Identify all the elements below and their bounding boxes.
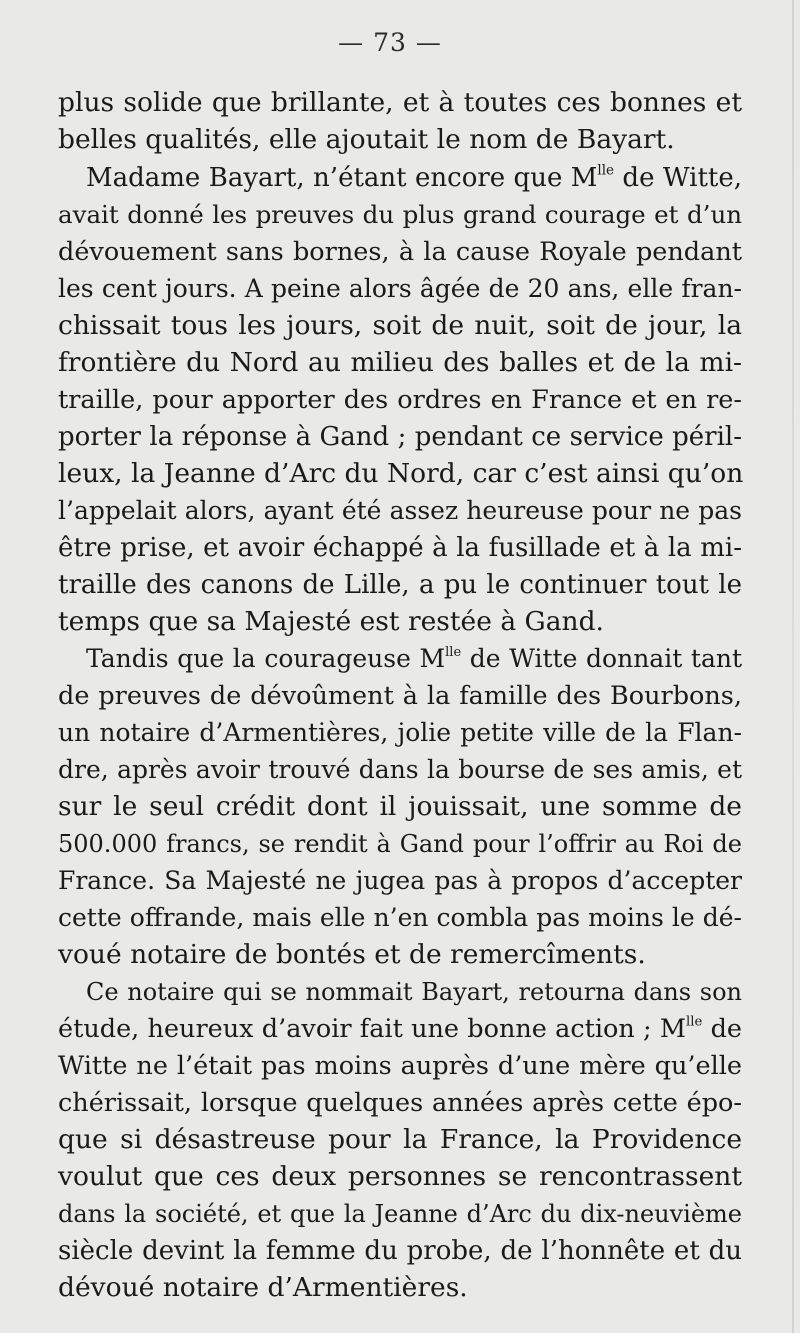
text-line: traille des canons de Lille, a pu le continuer tout le [58, 570, 742, 600]
text-line: étude, heureux d’avoir fait une bonne action ; $M^{lle}$ de [58, 1014, 742, 1044]
text-line: les cent jours. A peine alors âgée de 20 ans, elle fran- [58, 274, 742, 303]
text-line: l’appelait alors, ayant été assez heureuse pour ne pas [58, 496, 742, 525]
text-line: avait donné les preuves du plus grand courage et d’un [58, 200, 742, 229]
superscript: lle [445, 644, 462, 660]
text-line: cette offrande, mais elle n’en combla pas moins le dé- [58, 903, 742, 932]
text-line: Ce notaire qui se nommait Bayart, retourna dans son [86, 978, 742, 1006]
text-line: voué notaire de bontés et de remercîments. [58, 939, 646, 970]
text-line: dans la société, et que la Jeanne d’Arc du dix-neuvième [58, 1200, 742, 1228]
superscript: lle [597, 162, 615, 179]
text-line: un notaire d’Armentières, jolie petite ville de la Flan- [58, 718, 742, 747]
text-line: siècle devint la femme du probe, de l’honnête et du [58, 1236, 742, 1266]
text-line: que si désastreuse pour la France, la Providence [58, 1124, 742, 1155]
text-line: plus solide que brillante, et à toutes ces bonnes et [58, 87, 742, 118]
text-line: 500.000 francs, se rendit à Gand pour l’offrir au Roi de [58, 830, 742, 858]
text-line: belles qualités, elle ajoutait le nom de Bayart. [58, 124, 675, 155]
text-line: Witte ne l’était pas moins auprès d’une mère qu’elle [58, 1051, 742, 1081]
text-line: porter la réponse à Gand ; pendant ce service péril- [58, 422, 742, 452]
text-line: frontière du Nord au milieu des balles et de la mi- [58, 347, 742, 378]
text-line: dévoué notaire d’Armentières. [58, 1272, 468, 1303]
superscript: lle [686, 1014, 703, 1030]
text-line: dre, après avoir trouvé dans la bourse de ses amis, et [58, 755, 742, 784]
text-line: temps que sa Majesté est restée à Gand. [58, 606, 604, 637]
text-line: chérissait, lorsque quelques années après cette épo- [58, 1088, 742, 1118]
text-line: leux, la Jeanne d’Arc du Nord, car c’est ainsi qu’on [58, 458, 744, 489]
page-edge [792, 0, 794, 1333]
text-line: France. Sa Majesté ne jugea pas à propos d’accepter [58, 866, 742, 895]
text-line: chissait tous les jours, soit de nuit, soit de jour, la [58, 310, 742, 341]
page-number: — 73 — [338, 28, 442, 57]
text-line: traille, pour apporter des ordres en France et en re- [58, 385, 742, 415]
text-line: voulut que ces deux personnes se rencontrassent [58, 1161, 742, 1192]
text-line: Madame Bayart, n’étant encore que $M^{lle}$ de Witte, [86, 162, 742, 193]
text-line: dévouement sans bornes, à la cause Royale pendant [58, 237, 742, 267]
text-line: de preuves de dévoûment à la famille des Bourbons, [58, 681, 742, 711]
text-line: Tandis que la courageuse $M^{lle}$ de Witte donnait tant [86, 644, 742, 673]
text-line: sur le seul crédit dont il jouissait, une somme de [58, 791, 742, 822]
text-line: être prise, et avoir échappé à la fusillade et à la mi- [58, 533, 742, 563]
